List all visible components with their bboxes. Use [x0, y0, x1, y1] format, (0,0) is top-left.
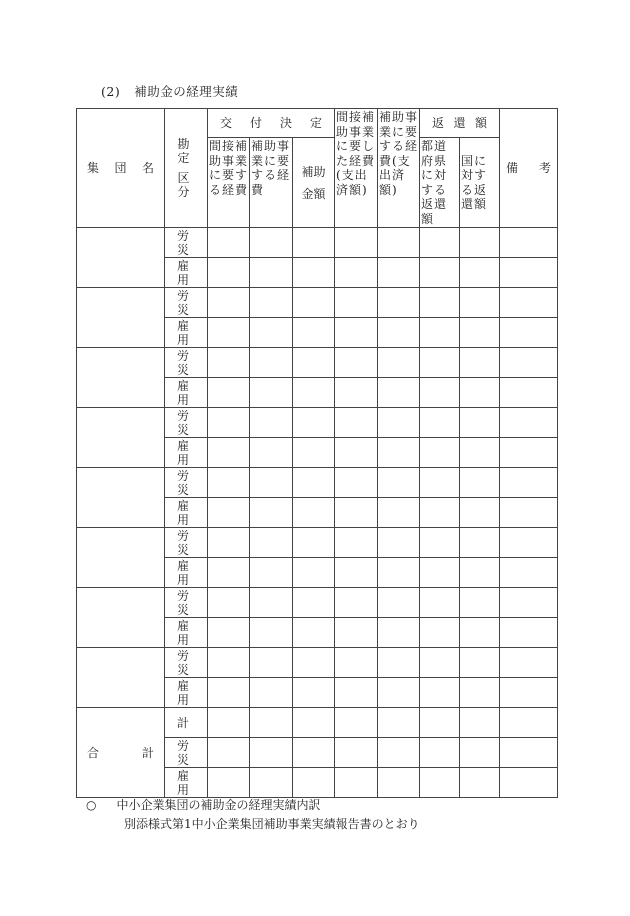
- circle-bullet-icon: ○: [86, 798, 97, 812]
- data-cell[interactable]: [500, 708, 558, 738]
- category-rousai: 労 災: [165, 528, 208, 558]
- data-cell[interactable]: [378, 528, 420, 558]
- data-cell[interactable]: [500, 408, 558, 438]
- data-cell[interactable]: [208, 738, 250, 768]
- data-cell[interactable]: [250, 708, 293, 738]
- group-name-cell[interactable]: [77, 648, 165, 708]
- note-line-1: ○ 中小企業集団の補助金の経理実績内訳: [86, 798, 321, 812]
- data-cell[interactable]: [250, 738, 293, 768]
- data-cell[interactable]: [420, 468, 460, 498]
- data-cell[interactable]: [335, 678, 378, 708]
- data-cell[interactable]: [500, 588, 558, 618]
- group-name-cell[interactable]: [77, 408, 165, 468]
- data-cell[interactable]: [460, 618, 500, 648]
- category-rousai: 労 災: [165, 648, 208, 678]
- data-cell[interactable]: [420, 318, 460, 348]
- header-direct-expense: 補助事業に要する経費: [250, 138, 293, 228]
- table-row: [77, 228, 558, 258]
- data-cell[interactable]: [208, 318, 250, 348]
- data-cell[interactable]: [250, 648, 293, 678]
- data-cell[interactable]: [293, 528, 335, 558]
- table-row: [77, 288, 558, 318]
- category-kei: 計: [165, 708, 208, 738]
- category-rousai: 労 災: [165, 348, 208, 378]
- data-cell[interactable]: [208, 618, 250, 648]
- header-indirect-expense: 間接補助事業に要する経費: [208, 138, 250, 228]
- data-cell[interactable]: [335, 288, 378, 318]
- data-cell[interactable]: [420, 408, 460, 438]
- data-cell[interactable]: [208, 528, 250, 558]
- data-cell[interactable]: [335, 768, 378, 798]
- section-title-text: 補助金の経理実績: [134, 84, 239, 99]
- header-grant-amount: 補助 金額: [293, 138, 335, 228]
- data-cell[interactable]: [208, 228, 250, 258]
- data-cell[interactable]: [420, 348, 460, 378]
- data-cell[interactable]: [378, 318, 420, 348]
- data-cell[interactable]: [208, 288, 250, 318]
- data-cell[interactable]: [500, 738, 558, 768]
- data-cell[interactable]: [335, 528, 378, 558]
- data-cell[interactable]: [378, 738, 420, 768]
- data-cell[interactable]: [293, 468, 335, 498]
- header-refund-national: 国に対する返還額: [460, 138, 500, 228]
- subsidy-accounting-table: [76, 108, 558, 798]
- category-koyou: 雇 用: [165, 258, 208, 288]
- data-cell[interactable]: [500, 318, 558, 348]
- data-cell[interactable]: [460, 678, 500, 708]
- data-cell[interactable]: [293, 318, 335, 348]
- data-cell[interactable]: [500, 528, 558, 558]
- header-grant-decision: 交 付 決 定: [208, 109, 335, 138]
- data-cell[interactable]: [378, 348, 420, 378]
- table-row: [77, 468, 558, 498]
- data-cell[interactable]: [500, 438, 558, 468]
- data-cell[interactable]: [378, 228, 420, 258]
- data-cell[interactable]: [460, 528, 500, 558]
- section-title: [101, 82, 238, 100]
- data-cell[interactable]: [500, 648, 558, 678]
- category-koyou: 雇 用: [165, 498, 208, 528]
- data-cell[interactable]: [293, 438, 335, 468]
- data-cell[interactable]: [460, 648, 500, 678]
- data-cell[interactable]: [250, 378, 293, 408]
- section-number: (2): [101, 84, 121, 99]
- data-cell[interactable]: [378, 498, 420, 528]
- data-cell[interactable]: [420, 288, 460, 318]
- data-cell[interactable]: [250, 438, 293, 468]
- data-cell[interactable]: [420, 558, 460, 588]
- data-cell[interactable]: [378, 468, 420, 498]
- data-cell[interactable]: [378, 258, 420, 288]
- data-cell[interactable]: [293, 678, 335, 708]
- data-cell[interactable]: [500, 378, 558, 408]
- data-cell[interactable]: [208, 378, 250, 408]
- data-cell[interactable]: [293, 228, 335, 258]
- data-cell[interactable]: [250, 228, 293, 258]
- data-cell[interactable]: [208, 678, 250, 708]
- header-account-category: 勘 定 区 分: [165, 109, 208, 228]
- data-cell[interactable]: [420, 228, 460, 258]
- data-cell[interactable]: [208, 768, 250, 798]
- note-line-2: 別添様式第1中小企業集団補助事業実績報告書のとおり: [124, 817, 420, 831]
- data-cell[interactable]: [208, 408, 250, 438]
- data-cell[interactable]: [208, 438, 250, 468]
- data-cell[interactable]: [250, 768, 293, 798]
- data-cell[interactable]: [208, 708, 250, 738]
- group-name-cell[interactable]: [77, 588, 165, 648]
- data-cell[interactable]: [293, 258, 335, 288]
- total-label: 合 計: [77, 708, 165, 798]
- data-cell[interactable]: [420, 588, 460, 618]
- data-cell[interactable]: [250, 288, 293, 318]
- data-cell[interactable]: [335, 468, 378, 498]
- category-rousai: 労 災: [165, 288, 208, 318]
- data-cell[interactable]: [335, 618, 378, 648]
- data-cell[interactable]: [293, 498, 335, 528]
- category-koyou: 雇 用: [165, 318, 208, 348]
- category-rousai: 労 災: [165, 588, 208, 618]
- category-koyou: 雇 用: [165, 558, 208, 588]
- data-cell[interactable]: [460, 498, 500, 528]
- data-cell[interactable]: [335, 648, 378, 678]
- data-cell[interactable]: [335, 318, 378, 348]
- data-cell[interactable]: [378, 558, 420, 588]
- data-cell[interactable]: [250, 618, 293, 648]
- data-cell[interactable]: [378, 678, 420, 708]
- data-cell[interactable]: [293, 408, 335, 438]
- group-name-cell[interactable]: [77, 228, 165, 288]
- data-cell[interactable]: [500, 468, 558, 498]
- category-koyou: 雇 用: [165, 768, 208, 798]
- data-cell[interactable]: [293, 378, 335, 408]
- data-cell[interactable]: [460, 348, 500, 378]
- data-cell[interactable]: [378, 438, 420, 468]
- data-cell[interactable]: [500, 558, 558, 588]
- data-cell[interactable]: [378, 648, 420, 678]
- data-cell[interactable]: [460, 378, 500, 408]
- data-cell[interactable]: [420, 378, 460, 408]
- data-cell[interactable]: [460, 588, 500, 618]
- data-cell[interactable]: [460, 768, 500, 798]
- data-cell[interactable]: [335, 498, 378, 528]
- data-cell[interactable]: [500, 288, 558, 318]
- data-cell[interactable]: [335, 708, 378, 738]
- data-cell[interactable]: [335, 438, 378, 468]
- data-cell[interactable]: [293, 738, 335, 768]
- data-cell[interactable]: [460, 408, 500, 438]
- data-cell[interactable]: [335, 588, 378, 618]
- table-row: [77, 648, 558, 678]
- data-cell[interactable]: [208, 348, 250, 378]
- data-cell[interactable]: [500, 768, 558, 798]
- data-cell[interactable]: [420, 528, 460, 558]
- data-cell[interactable]: [250, 258, 293, 288]
- table-row: [77, 408, 558, 438]
- data-cell[interactable]: [293, 288, 335, 318]
- header-remarks: 備 考: [500, 109, 558, 228]
- data-cell[interactable]: [460, 738, 500, 768]
- data-cell[interactable]: [250, 408, 293, 438]
- data-cell[interactable]: [378, 378, 420, 408]
- data-cell[interactable]: [378, 708, 420, 738]
- data-cell[interactable]: [378, 288, 420, 318]
- data-cell[interactable]: [250, 558, 293, 588]
- data-cell[interactable]: [335, 558, 378, 588]
- data-cell[interactable]: [420, 648, 460, 678]
- data-cell[interactable]: [293, 768, 335, 798]
- data-cell[interactable]: [378, 768, 420, 798]
- data-cell[interactable]: [420, 738, 460, 768]
- group-name-cell[interactable]: [77, 528, 165, 588]
- data-cell[interactable]: [335, 228, 378, 258]
- data-cell[interactable]: [208, 498, 250, 528]
- data-cell[interactable]: [500, 258, 558, 288]
- data-cell[interactable]: [378, 618, 420, 648]
- data-cell[interactable]: [250, 498, 293, 528]
- data-cell[interactable]: [208, 648, 250, 678]
- header-refund-prefecture: 都道府県に対する返還額: [420, 138, 460, 228]
- category-koyou: 雇 用: [165, 618, 208, 648]
- data-cell[interactable]: [250, 528, 293, 558]
- group-name-cell[interactable]: [77, 468, 165, 528]
- data-cell[interactable]: [500, 498, 558, 528]
- data-cell[interactable]: [208, 588, 250, 618]
- data-cell[interactable]: [420, 708, 460, 738]
- data-cell[interactable]: [208, 558, 250, 588]
- data-cell[interactable]: [335, 348, 378, 378]
- data-cell[interactable]: [293, 348, 335, 378]
- data-cell[interactable]: [500, 618, 558, 648]
- category-koyou: 雇 用: [165, 678, 208, 708]
- category-koyou: 雇 用: [165, 438, 208, 468]
- table-row: [77, 528, 558, 558]
- data-cell[interactable]: [250, 318, 293, 348]
- category-rousai: 労 災: [165, 408, 208, 438]
- data-cell[interactable]: [293, 648, 335, 678]
- category-rousai: 労 災: [165, 738, 208, 768]
- category-rousai: 労 災: [165, 228, 208, 258]
- data-cell[interactable]: [460, 258, 500, 288]
- data-cell[interactable]: [293, 708, 335, 738]
- data-cell[interactable]: [208, 258, 250, 288]
- data-cell[interactable]: [420, 438, 460, 468]
- data-cell[interactable]: [460, 318, 500, 348]
- data-cell[interactable]: [460, 558, 500, 588]
- data-cell[interactable]: [335, 378, 378, 408]
- table-row: [77, 588, 558, 618]
- data-cell[interactable]: [335, 258, 378, 288]
- group-name-cell[interactable]: [77, 348, 165, 408]
- group-name-cell[interactable]: [77, 288, 165, 348]
- total-row: [77, 708, 558, 738]
- data-cell[interactable]: [420, 768, 460, 798]
- data-cell[interactable]: [500, 348, 558, 378]
- data-cell[interactable]: [420, 258, 460, 288]
- data-cell[interactable]: [420, 618, 460, 648]
- data-cell[interactable]: [208, 468, 250, 498]
- data-cell[interactable]: [250, 678, 293, 708]
- data-cell[interactable]: [420, 678, 460, 708]
- header-group-name: 集 団 名: [77, 109, 165, 228]
- data-cell[interactable]: [460, 708, 500, 738]
- header-indirect-expense-spent: 間接補助事業に要した経費(支出済額): [335, 109, 378, 228]
- data-cell[interactable]: [335, 738, 378, 768]
- data-cell[interactable]: [335, 408, 378, 438]
- category-rousai: 労 災: [165, 468, 208, 498]
- data-cell[interactable]: [378, 408, 420, 438]
- data-cell[interactable]: [460, 468, 500, 498]
- data-cell[interactable]: [460, 288, 500, 318]
- header-direct-expense-spent: 補助事業に要する経費(支出済額): [378, 109, 420, 228]
- data-cell[interactable]: [378, 588, 420, 618]
- data-cell[interactable]: [250, 348, 293, 378]
- category-koyou: 雇 用: [165, 378, 208, 408]
- data-cell[interactable]: [500, 678, 558, 708]
- header-refund-amount: 返 還 額: [420, 109, 500, 138]
- data-cell[interactable]: [293, 558, 335, 588]
- data-cell[interactable]: [293, 588, 335, 618]
- data-cell[interactable]: [250, 588, 293, 618]
- data-cell[interactable]: [293, 618, 335, 648]
- data-cell[interactable]: [500, 228, 558, 258]
- table-row: [77, 348, 558, 378]
- data-cell[interactable]: [250, 468, 293, 498]
- data-cell[interactable]: [460, 228, 500, 258]
- data-cell[interactable]: [420, 498, 460, 528]
- data-cell[interactable]: [460, 438, 500, 468]
